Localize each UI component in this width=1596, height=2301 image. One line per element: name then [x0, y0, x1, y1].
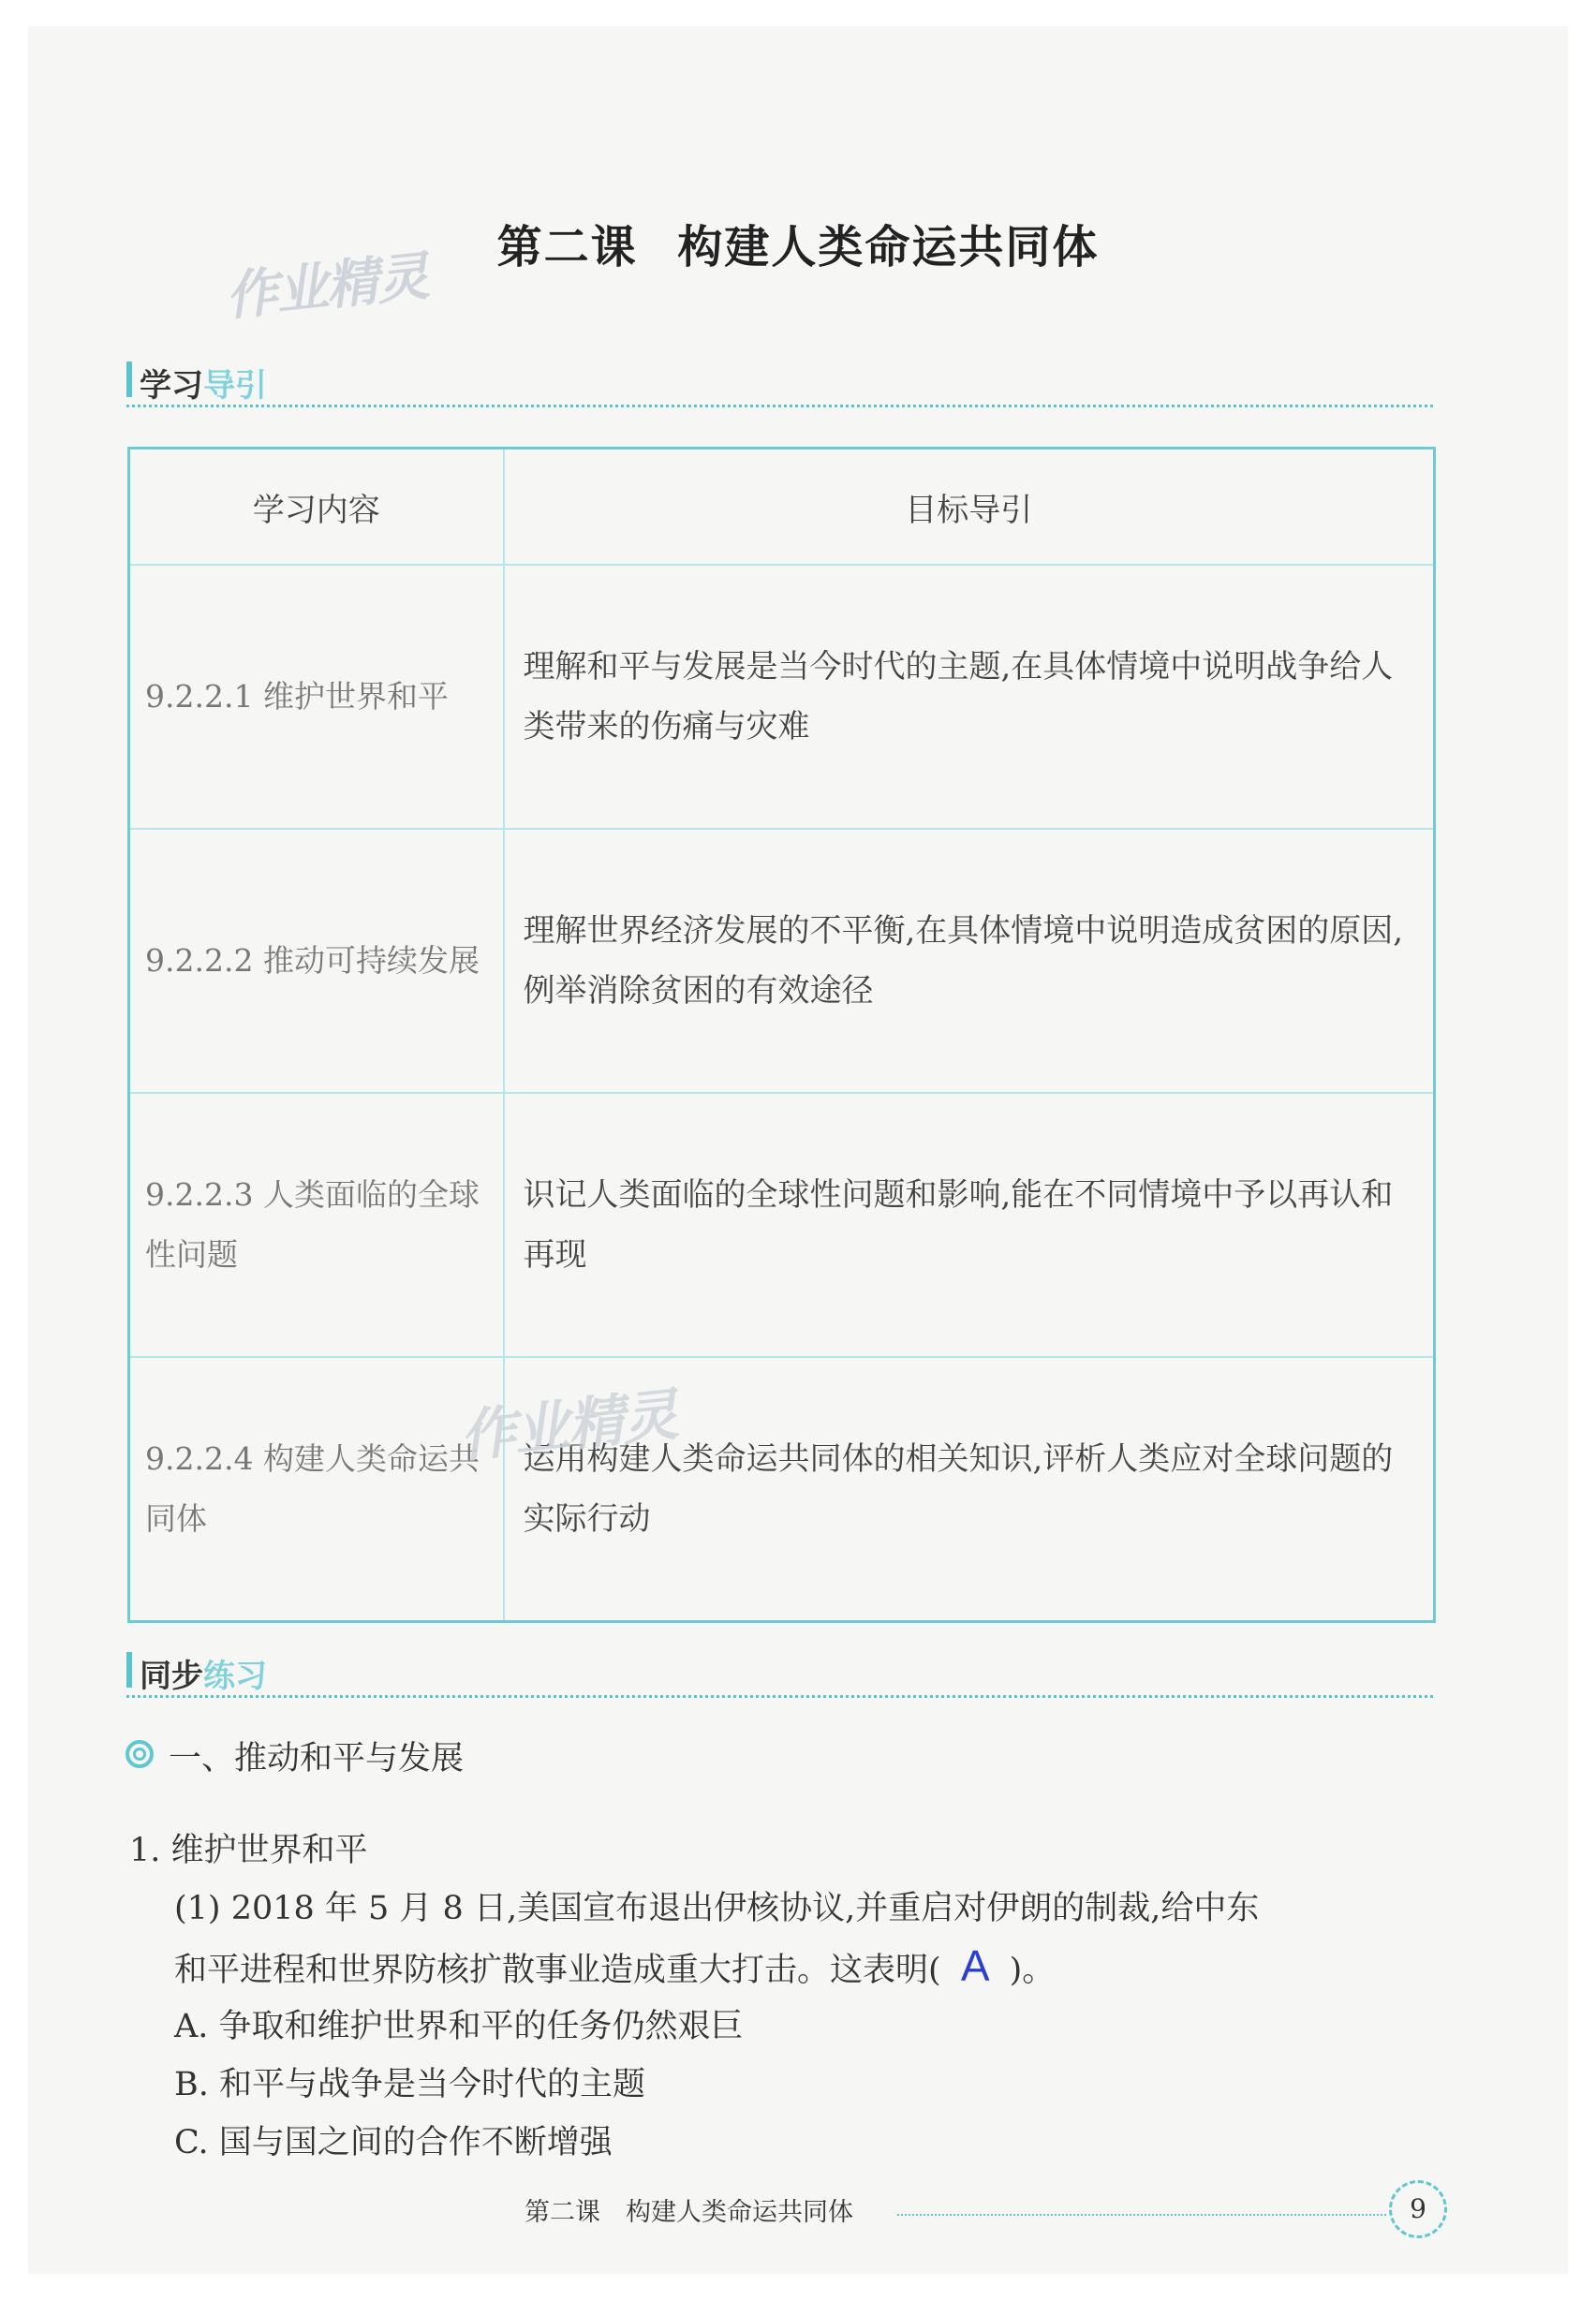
lesson-name: 构建人类命运共同体: [677, 221, 1100, 273]
section-practice-title-light: 练习: [203, 1658, 267, 1695]
section-practice-title-dark: 同步: [140, 1658, 203, 1695]
footer-divider: [897, 2214, 1386, 2216]
table-header-row: [129, 449, 1435, 566]
watermark-top: 作业精灵: [222, 245, 431, 329]
question-stem-line1: (1) 2018 年 5 月 8 日,美国宣布退出伊核协议,并重启对伊朗的制裁,给中东: [174, 1890, 1260, 1927]
cell-goal: 运用构建人类命运共同体的相关知识,评析人类应对全球问题的实际行动: [504, 1357, 1435, 1622]
cell-goal: 理解世界经济发展的不平衡,在具体情境中说明造成贫困的原因,例举消除贫困的有效途径: [504, 829, 1435, 1093]
table-row: [129, 565, 1435, 829]
option-c: C. 国与国之间的合作不断增强: [174, 2124, 613, 2161]
lesson-number: 第二课: [496, 221, 638, 273]
option-a: A. 争取和维护世界和平的任务仍然艰巨: [174, 2008, 744, 2045]
cell-goal: 识记人类面临的全球性问题和影响,能在不同情境中予以再认和再现: [504, 1093, 1435, 1357]
cell-goal: 理解和平与发展是当今时代的主题,在具体情境中说明战争给人类带来的伤痛与灾难: [504, 565, 1435, 829]
table-row: [129, 1357, 1435, 1622]
section-bar: [126, 361, 132, 397]
stem-text-after: )。: [1009, 1952, 1056, 1989]
cell-content: 9.2.2.4 构建人类命运共同体: [129, 1357, 504, 1622]
table-row: [129, 829, 1435, 1093]
question-stem-line2: [174, 1940, 1055, 1991]
footer-text: 第二课 构建人类命运共同体: [525, 2198, 853, 2227]
section-guide-title-dark: 学习: [140, 367, 203, 405]
header-content: 学习内容: [129, 449, 504, 566]
stem-text-before: 和平进程和世界防核扩散事业造成重大打击。这表明(: [174, 1952, 941, 1989]
section-guide-header: [126, 358, 1433, 407]
option-b: B. 和平与战争是当今时代的主题: [174, 2066, 645, 2103]
cell-content: 9.2.2.2 推动可持续发展: [129, 829, 504, 1093]
subsection-title: 一、推动和平与发展: [169, 1740, 465, 1777]
cell-content: 9.2.2.1 维护世界和平: [129, 565, 504, 829]
section-bar: [126, 1652, 132, 1688]
bullseye-icon: [126, 1740, 154, 1768]
page-number: 9: [1389, 2180, 1447, 2238]
section-guide-title-light: 导引: [203, 367, 267, 405]
table-row: [129, 1093, 1435, 1357]
section-practice-header: [126, 1648, 1433, 1698]
header-goal: 目标导引: [504, 449, 1435, 566]
handwritten-answer: A: [960, 1941, 990, 1990]
guide-table: [127, 447, 1436, 1623]
cell-content: 9.2.2.3 人类面临的全球性问题: [129, 1093, 504, 1357]
question-heading: 1. 维护世界和平: [129, 1832, 368, 1869]
watermark-middle: 作业精灵: [456, 1382, 680, 1470]
